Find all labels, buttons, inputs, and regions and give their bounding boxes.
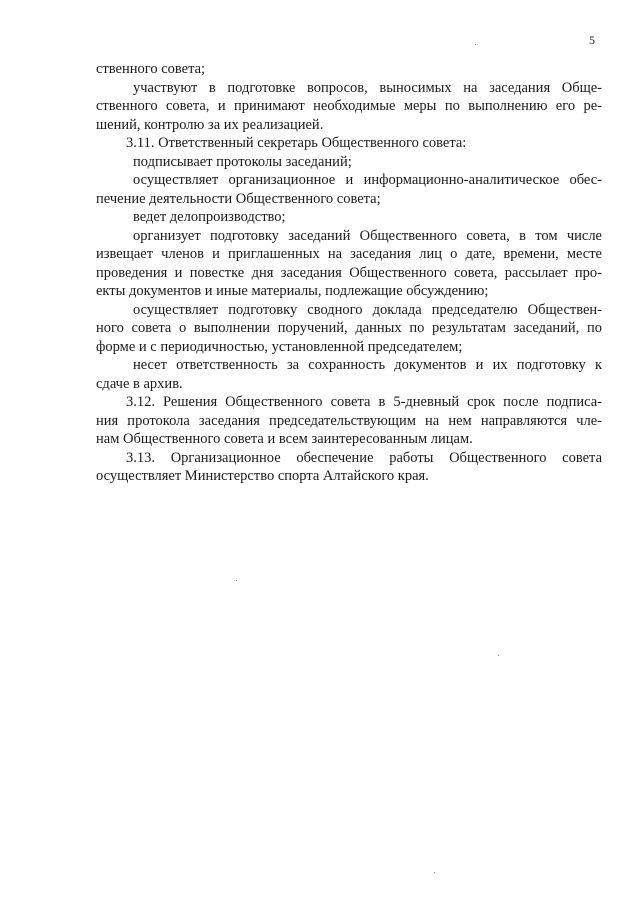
text-line: ственного совета, и принимают необходимые меры по выполнению его ре-: [96, 98, 602, 114]
text-line: ведет делопроизводство;: [133, 209, 286, 225]
text-line: 3.13. Организационное обеспечение работы Общественного совета: [126, 449, 602, 466]
text-line: подписывает протоколы заседаний;: [133, 153, 352, 170]
text-line: ного совета о выполнении поручений, данных по результатам заседаний, по: [96, 320, 602, 336]
text-line: ния протокола заседания председательствующим на нем направляются чле-: [96, 412, 602, 429]
page-number: 5: [589, 33, 595, 47]
text-line: сдаче в архив.: [96, 375, 183, 392]
scan-speck: [434, 872, 435, 873]
text-line: ственного совета;: [96, 61, 206, 77]
text-line: участвуют в подготовке вопросов, выносимых на заседания Обще-: [133, 79, 602, 96]
text-line: осуществляет организационное и информационно-аналитическое обес-: [133, 172, 602, 188]
text-line: форме и с периодичностью, установленной председателем;: [96, 338, 463, 355]
scan-speck: [498, 655, 499, 656]
text-line: шений, контролю за их реализацией.: [96, 116, 324, 133]
text-line: организует подготовку заседаний Общественного совета, в том числе: [133, 227, 602, 244]
text-line: проведения и повестке дня заседания Общественного совета, рассылает про-: [96, 264, 602, 281]
text-line: нам Общественного совета и всем заинтересованным лицам.: [96, 431, 473, 447]
document-body: [96, 60, 602, 486]
text-line: 3.12. Решения Общественного совета в 5-дневный срок после подписа-: [126, 394, 602, 410]
text-line: осуществляет подготовку сводного доклада председателю Обществен-: [133, 301, 602, 318]
text-line: осуществляет Министерство спорта Алтайского края.: [96, 468, 429, 484]
scan-speck: [475, 44, 476, 45]
text-line: 3.11. Ответственный секретарь Общественного совета:: [126, 135, 467, 151]
text-line: извещает членов и приглашенных на заседания лиц о дате, времени, месте: [96, 246, 602, 262]
text-line: екты документов и иные материалы, подлежащие обсуждению;: [96, 283, 489, 299]
scan-speck: [236, 580, 237, 581]
text-line: печение деятельности Общественного совета;: [96, 190, 381, 207]
text-line: несет ответственность за сохранность документов и их подготовку к: [133, 357, 602, 373]
